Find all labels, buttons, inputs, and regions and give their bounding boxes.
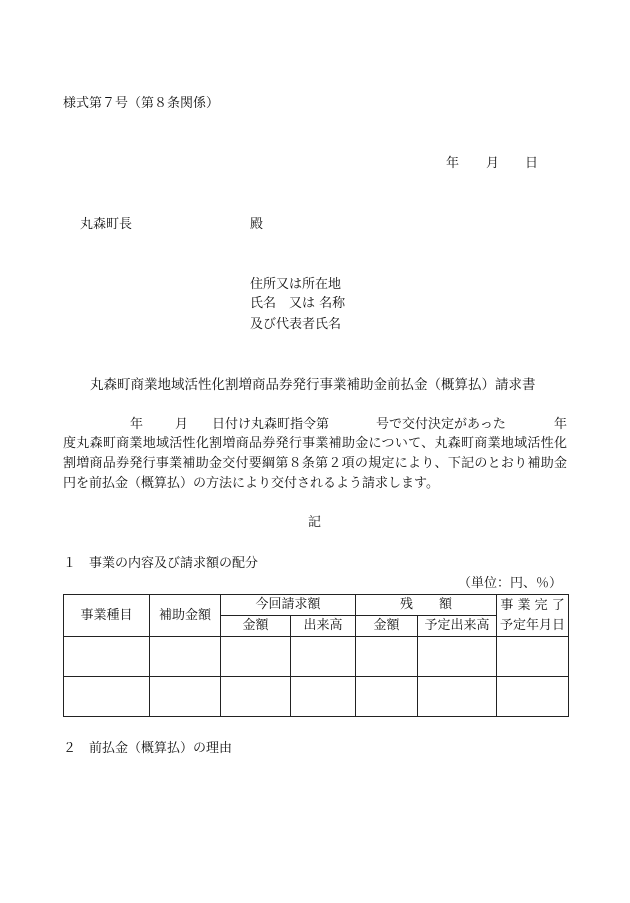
body-line1-month: 月 (175, 417, 189, 432)
table-cell (150, 677, 221, 717)
date-day-label: 日 (525, 156, 539, 171)
table-cell (291, 637, 356, 677)
table-cell (150, 637, 221, 677)
ki-mark: 記 (308, 515, 322, 530)
header-current-amount: 金額 (221, 616, 291, 637)
unit-note: （単位：円、％） (457, 576, 562, 591)
table-row (64, 677, 569, 717)
section2-heading: ２ 前払金（概算払）の理由 (63, 741, 233, 756)
table-cell (64, 637, 150, 677)
body-line4: 円を前払金（概算払）の方法により交付されるよう請求します。 (63, 476, 439, 491)
header-current-progress: 出来高 (291, 616, 356, 637)
table-cell (356, 637, 418, 677)
body-line1-year: 年 (130, 417, 144, 432)
addressee-honorific: 殿 (250, 217, 264, 232)
allocation-table (63, 594, 569, 717)
header-current-claim: 今回請求額 (221, 595, 356, 616)
body-line3: 割増商品券発行事業補助金交付要綱第８条第２項の規定により、下記のとおり補助金 (63, 456, 567, 471)
header-completion-top: 事 業 完 了 (500, 597, 565, 613)
header-remaining: 残 額 (356, 595, 497, 616)
body-line1-decision: 号で交付決定があった (376, 417, 506, 432)
table-cell (418, 677, 497, 717)
section1-heading: １ 事業の内容及び請求額の配分 (63, 556, 259, 571)
addressee-name: 丸森町長 (80, 217, 133, 232)
body-line2: 度丸森町商業地域活性化割増商品券発行事業補助金について、丸森町商業地域活性化 (63, 436, 567, 451)
table-row (64, 637, 569, 677)
header-project-type: 事業種目 (64, 595, 150, 637)
date-year-label: 年 (446, 156, 460, 171)
date-month-label: 月 (486, 156, 500, 171)
table-cell (356, 677, 418, 717)
header-subsidy-amount: 補助金額 (150, 595, 221, 637)
table-cell (497, 677, 569, 717)
body-line1-year2: 年 (554, 417, 568, 432)
header-remaining-planned-progress: 予定出来高 (418, 616, 497, 637)
applicant-address-label: 住所又は所在地 (250, 277, 342, 292)
body-line1-reference: 日付け丸森町指令第 (212, 417, 330, 432)
table-header-row (64, 595, 569, 616)
applicant-representative-label: 及び代表者氏名 (250, 317, 342, 332)
form-number: 様式第７号（第８条関係） (63, 96, 220, 111)
header-completion-date (497, 595, 569, 637)
table-cell (64, 677, 150, 717)
table-cell (221, 677, 291, 717)
table-cell (291, 677, 356, 717)
document-title: 丸森町商業地域活性化割増商品券発行事業補助金前払金（概算払）請求書 (90, 377, 536, 393)
header-completion-bottom: 予定年月日 (500, 617, 566, 633)
table-cell (221, 637, 291, 677)
table-cell (418, 637, 497, 677)
table-cell (497, 637, 569, 677)
header-remaining-amount: 金額 (356, 616, 418, 637)
applicant-name-label: 氏名 又は 名称 (250, 296, 346, 311)
